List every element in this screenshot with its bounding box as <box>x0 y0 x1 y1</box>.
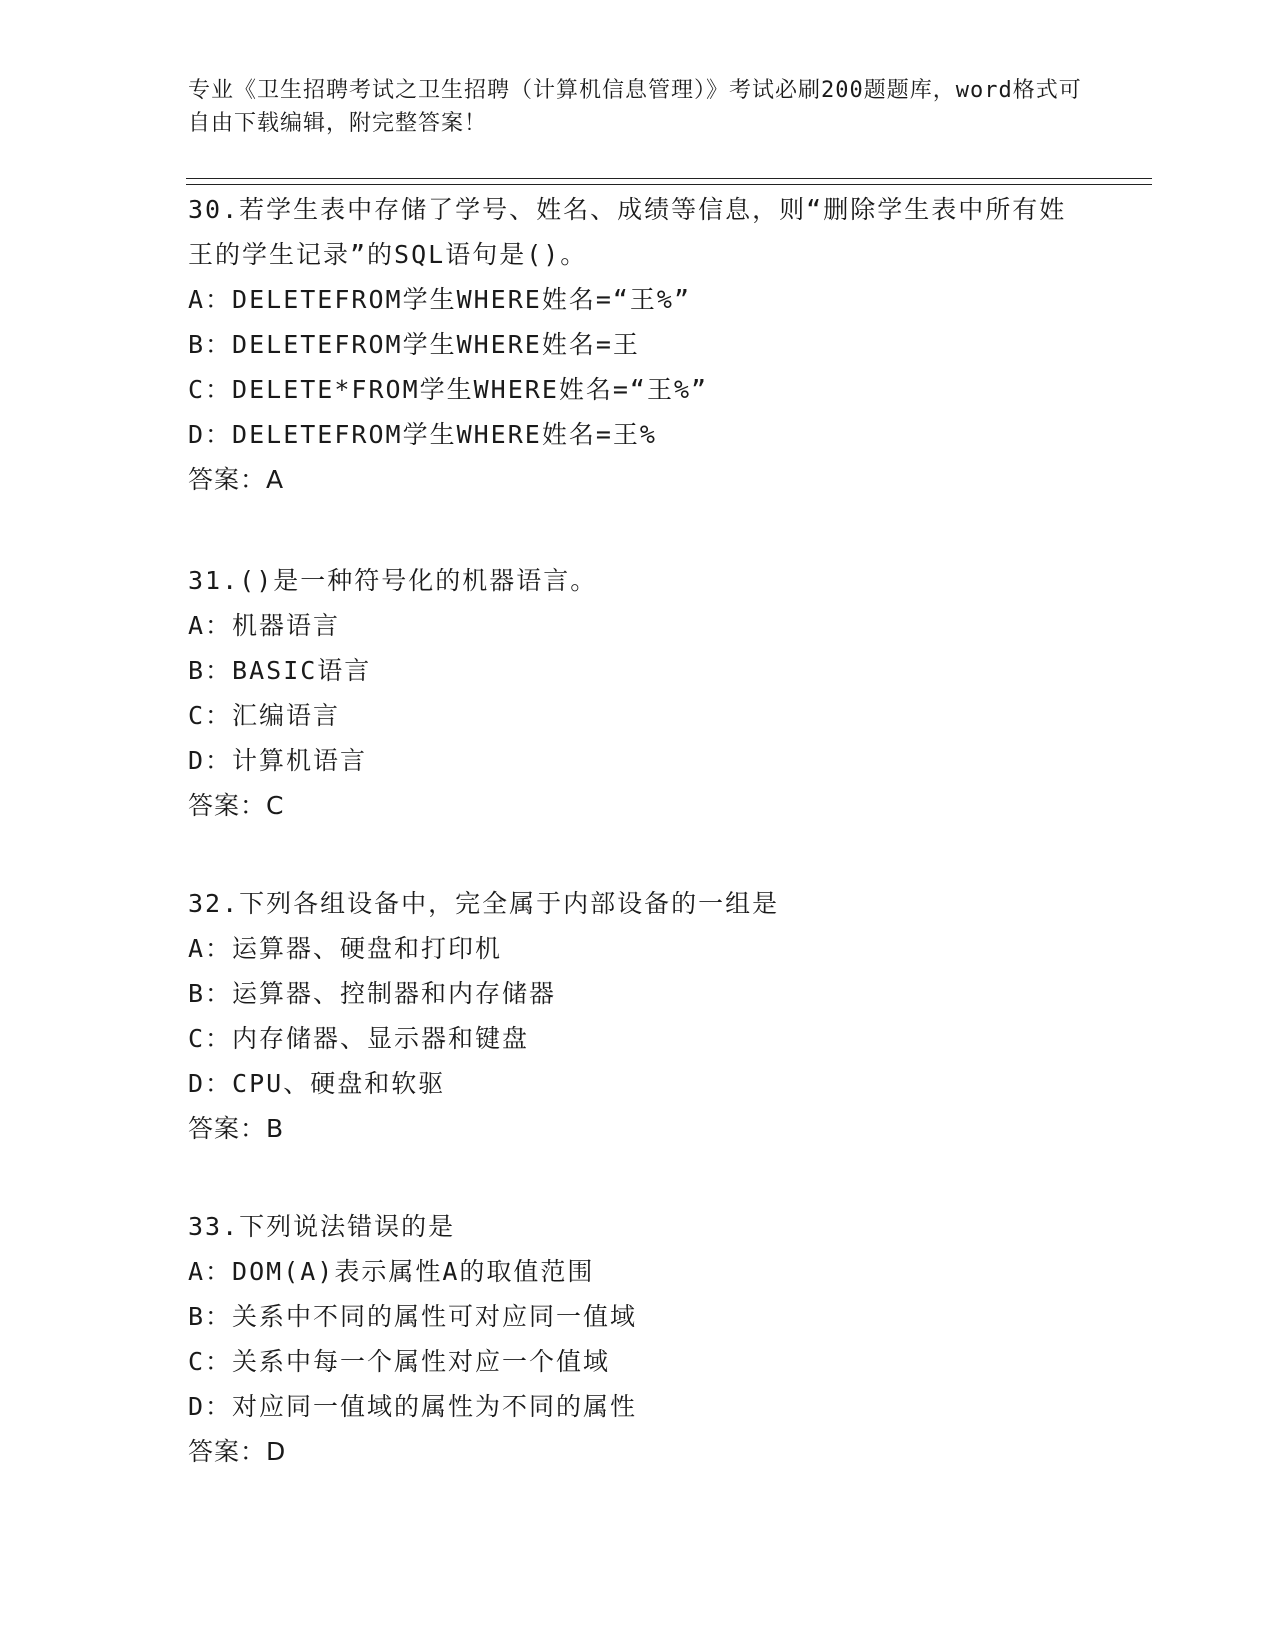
answer-line: 答案：A <box>188 465 285 494</box>
option-a: A：运算器、硬盘和打印机 <box>188 934 503 963</box>
question-text: 31.()是一种符号化的机器语言。 <box>188 566 598 595</box>
question-32 <box>188 881 1088 1151</box>
option-d: D：对应同一值域的属性为不同的属性 <box>188 1392 638 1421</box>
question-text: 33.下列说法错误的是 <box>188 1212 456 1241</box>
option-c: C：关系中每一个属性对应一个值域 <box>188 1347 611 1376</box>
answer-line: 答案：C <box>188 791 285 820</box>
question-text: 32.下列各组设备中，完全属于内部设备的一组是 <box>188 889 780 918</box>
option-b: B：运算器、控制器和内存储器 <box>188 979 557 1008</box>
option-d: D：CPU、硬盘和软驱 <box>188 1069 446 1098</box>
question-text: 30.若学生表中存储了学号、姓名、成绩等信息，则“删除学生表中所有姓王的学生记录”的SQL语句是()。 <box>188 195 1067 269</box>
option-b: B：关系中不同的属性可对应同一值域 <box>188 1302 638 1331</box>
answer-line: 答案：D <box>188 1437 287 1466</box>
option-c: C：汇编语言 <box>188 701 341 730</box>
question-33 <box>188 1204 1088 1474</box>
header-divider-bottom <box>186 184 1152 185</box>
option-b: B：DELETEFROM学生WHERE姓名=王 <box>188 330 640 359</box>
question-30 <box>188 187 1088 502</box>
question-31 <box>188 558 1088 828</box>
option-list <box>188 277 1088 457</box>
option-d: D：DELETEFROM学生WHERE姓名=王% <box>188 420 657 449</box>
option-a: A：DELETEFROM学生WHERE姓名=“王%” <box>188 285 692 314</box>
option-a: A：DOM(A)表示属性A的取值范围 <box>188 1257 595 1286</box>
document-header: 专业《卫生招聘考试之卫生招聘（计算机信息管理）》考试必刷200题题库，word格式可自由下载编辑，附完整答案！ <box>188 78 1082 136</box>
option-list <box>188 1249 1088 1429</box>
option-c: C：DELETE*FROM学生WHERE姓名=“王%” <box>188 375 709 404</box>
header-divider-top <box>186 178 1152 179</box>
answer-line: 答案：B <box>188 1114 285 1143</box>
option-d: D：计算机语言 <box>188 746 368 775</box>
option-c: C：内存储器、显示器和键盘 <box>188 1024 530 1053</box>
option-list <box>188 926 1088 1106</box>
option-list <box>188 603 1088 783</box>
option-b: B：BASIC语言 <box>188 656 372 685</box>
option-a: A：机器语言 <box>188 611 341 640</box>
